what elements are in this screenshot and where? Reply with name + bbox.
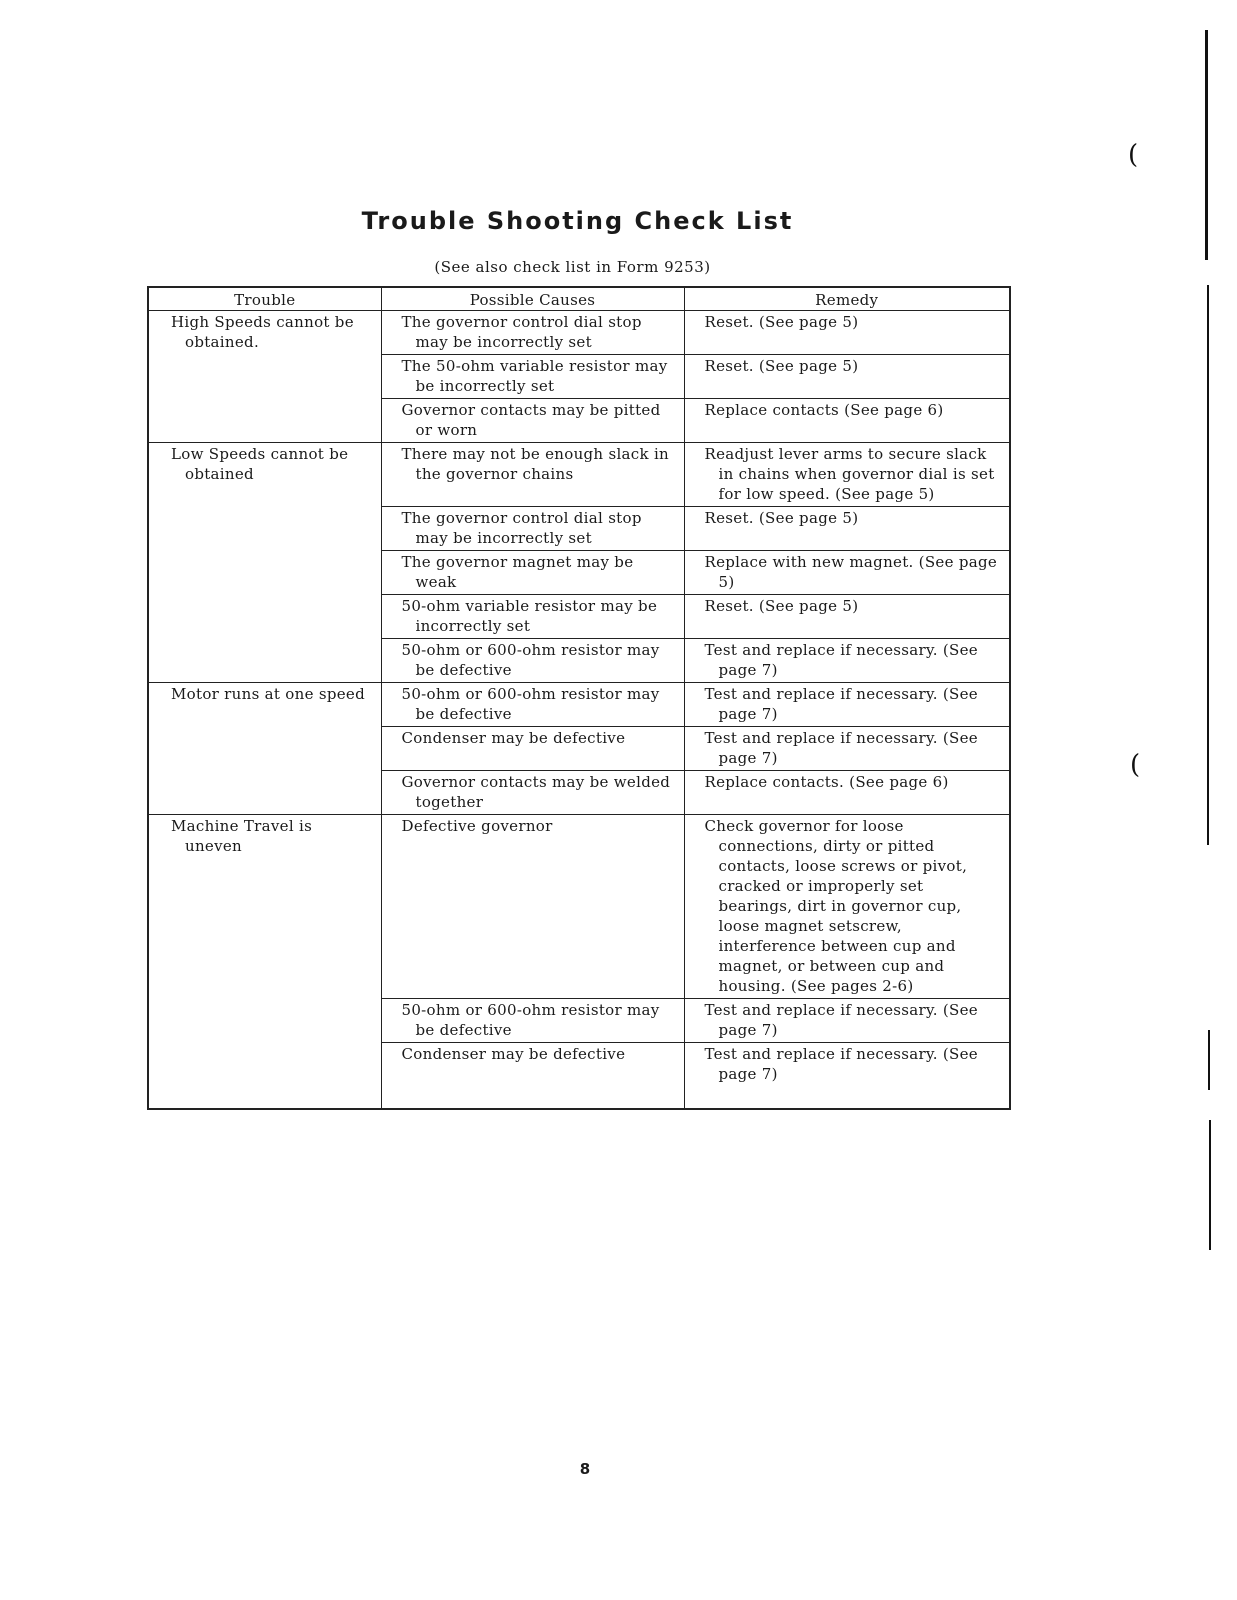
remedy-cell: Test and replace if necessary. (See page 7)	[684, 999, 1010, 1043]
scan-edge-mark	[1209, 1120, 1211, 1250]
trouble-shooting-table	[147, 286, 1011, 1110]
table-row	[148, 443, 1010, 507]
cause-cell: 50-ohm or 600-ohm resistor may be defective	[381, 999, 684, 1043]
table-row	[148, 311, 1010, 355]
remedy-cell: Replace contacts (See page 6)	[684, 399, 1010, 443]
page-number: 8	[579, 1460, 591, 1478]
remedy-cell: Test and replace if necessary. (See page 7)	[684, 683, 1010, 727]
cause-cell: 50-ohm variable resistor may be incorrectly set	[381, 595, 684, 639]
header-possible-causes: Possible Causes	[381, 287, 684, 311]
remedy-cell: Replace contacts. (See page 6)	[684, 771, 1010, 815]
page-title: Trouble Shooting Check List	[361, 207, 794, 235]
cause-cell: 50-ohm or 600-ohm resistor may be defective	[381, 683, 684, 727]
cause-cell: The governor control dial stop may be incorrectly set	[381, 507, 684, 551]
scan-edge-mark	[1208, 1030, 1210, 1090]
cause-cell: 50-ohm or 600-ohm resistor may be defective	[381, 639, 684, 683]
cause-cell: There may not be enough slack in the governor chains	[381, 443, 684, 507]
cause-cell: The governor magnet may be weak	[381, 551, 684, 595]
table-row	[148, 815, 1010, 999]
remedy-cell: Reset. (See page 5)	[684, 355, 1010, 399]
scan-edge-mark	[1205, 30, 1208, 260]
remedy-cell: Replace with new magnet. (See page 5)	[684, 551, 1010, 595]
scan-paren-mark: (	[1128, 140, 1139, 170]
cause-cell: Condenser may be defective	[381, 1043, 684, 1110]
trouble-cell: Low Speeds cannot be obtained	[148, 443, 381, 683]
page-subtitle: (See also check list in Form 9253)	[434, 258, 711, 276]
cause-cell: Condenser may be defective	[381, 727, 684, 771]
remedy-cell: Test and replace if necessary. (See page 7)	[684, 1043, 1010, 1110]
trouble-cell: High Speeds cannot be obtained.	[148, 311, 381, 443]
trouble-table-container	[147, 286, 1009, 1110]
cause-cell: The governor control dial stop may be incorrectly set	[381, 311, 684, 355]
trouble-cell: Motor runs at one speed	[148, 683, 381, 815]
header-trouble: Trouble	[148, 287, 381, 311]
trouble-cell: Machine Travel is uneven	[148, 815, 381, 1110]
remedy-cell: Test and replace if necessary. (See page 7)	[684, 639, 1010, 683]
remedy-cell: Reset. (See page 5)	[684, 595, 1010, 639]
scan-edge-mark	[1207, 285, 1209, 845]
cause-cell: The 50-ohm variable resistor may be incorrectly set	[381, 355, 684, 399]
remedy-cell: Test and replace if necessary. (See page 7)	[684, 727, 1010, 771]
remedy-cell: Readjust lever arms to secure slack in chains when governor dial is set for low speed. (See page 5)	[684, 443, 1010, 507]
table-header-row	[148, 287, 1010, 311]
table-row	[148, 683, 1010, 727]
cause-cell: Governor contacts may be welded together	[381, 771, 684, 815]
remedy-cell: Reset. (See page 5)	[684, 507, 1010, 551]
cause-cell: Governor contacts may be pitted or worn	[381, 399, 684, 443]
header-remedy: Remedy	[684, 287, 1010, 311]
remedy-cell: Reset. (See page 5)	[684, 311, 1010, 355]
scan-paren-mark: (	[1130, 750, 1141, 780]
cause-cell: Defective governor	[381, 815, 684, 999]
remedy-cell: Check governor for loose connections, dirty or pitted contacts, loose screws or pivot, cracked or improperly set bearings, dirt in governor cup, loose magnet setscrew, interference between cup and magnet, or between cup and housing. (See pages 2-6)	[684, 815, 1010, 999]
